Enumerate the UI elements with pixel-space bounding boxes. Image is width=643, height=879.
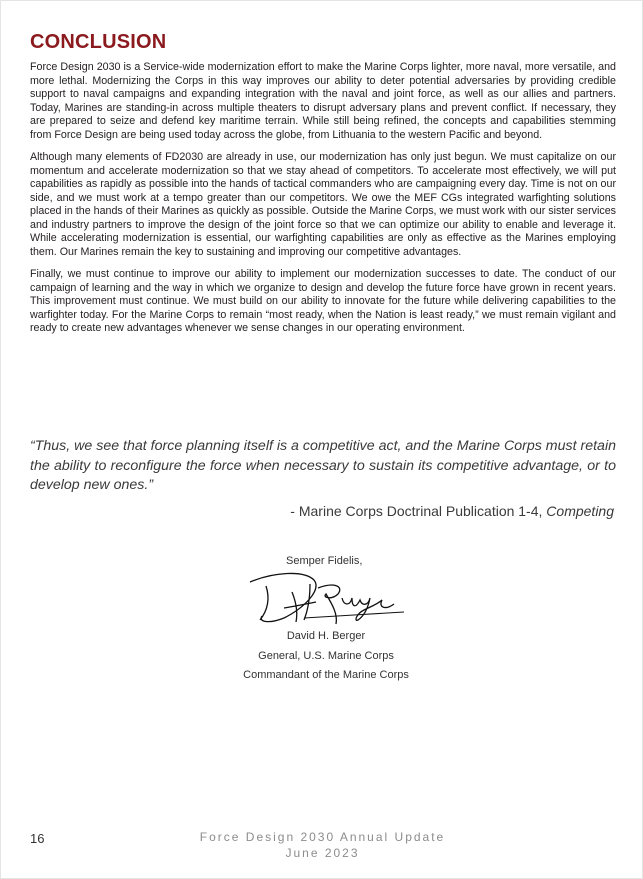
page-title: CONCLUSION xyxy=(30,31,167,53)
signature-block xyxy=(201,627,451,686)
paragraph-2: Although many elements of FD2030 are already in use, our modernization has only just begun. We must capitalize on our momentum and accelerate modernization so that we stay ahead of competitors. To accelerate most effectively, we will put capabilities as rapidly as possible into the hands of tactical commanders who are campaigning every day. Time is not on our side, and we must work at a tempo greater than our competitors. We owe the MEF CGs integrated warfighting solutions placed in the hands of their Marines as quickly as possible. Outside the Marine Corps, we must work with our sister services and industry partners to improve the design of the joint force so that we can optimize our ability to enable and leverage it. While accelerating modernization is essential, our warfighting capabilities are only as effective as the Marines employing them. Our Marines remain the key to sustaining and improving our competitive advantages. xyxy=(30,151,616,258)
signatory-title: Commandant of the Marine Corps xyxy=(243,669,409,681)
body-text xyxy=(30,61,616,345)
signature-image xyxy=(244,564,409,628)
pull-quote: “Thus, we see that force planning itself is a competitive act, and the Marine Corps must retain the ability to reconfigure the force when necessary to sustain its competitive advantage, or to develop new ones.” xyxy=(30,438,616,493)
page-footer xyxy=(151,829,494,861)
paragraph-3: Finally, we must continue to improve our ability to implement our modernization successes to date. The conduct of our campaign of learning and the way in which we organize to design and develop the future force have grown in recent years. This improvement must continue. We must build on our ability to innovate for the future while delivering capabilities to the warfighter today. For the Marine Corps to remain “most ready, when the Nation is least ready,” we must remain vigilant and ready to create new advantages whenever we sense changes in our operating environment. xyxy=(30,268,616,334)
attribution-title: Competing xyxy=(546,503,614,519)
signatory-rank: General, U.S. Marine Corps xyxy=(258,649,394,662)
paragraph-1: Force Design 2030 is a Service-wide modernization effort to make the Marine Corps lighter, more naval, more versatile, and more lethal. Modernizing the Corps in this way improves our ability to deter potential adversaries by providing credible support to naval campaigns and expanding integration with the naval and joint force, as well as our allies and partners. Today, Marines are standing-in across multiple theaters to disrupt adversary plans and prevent conflict. If necessary, they are prepared to seize and defend key maritime terrain. While still being refined, the concepts and capabilities stemming from Force Design are being used today across the globe, from Lithuania to the western Pacific and beyond. xyxy=(30,61,616,141)
footer-date: June 2023 xyxy=(285,846,360,860)
quote-attribution xyxy=(290,503,614,519)
footer-publication: Force Design 2030 Annual Update xyxy=(199,830,446,844)
signatory-name: David H. Berger xyxy=(286,630,366,642)
page-number: 16 xyxy=(30,831,45,846)
closing-salutation: Semper Fidelis, xyxy=(286,555,363,567)
attribution-source: - Marine Corps Doctrinal Publication 1-4, xyxy=(290,503,547,519)
